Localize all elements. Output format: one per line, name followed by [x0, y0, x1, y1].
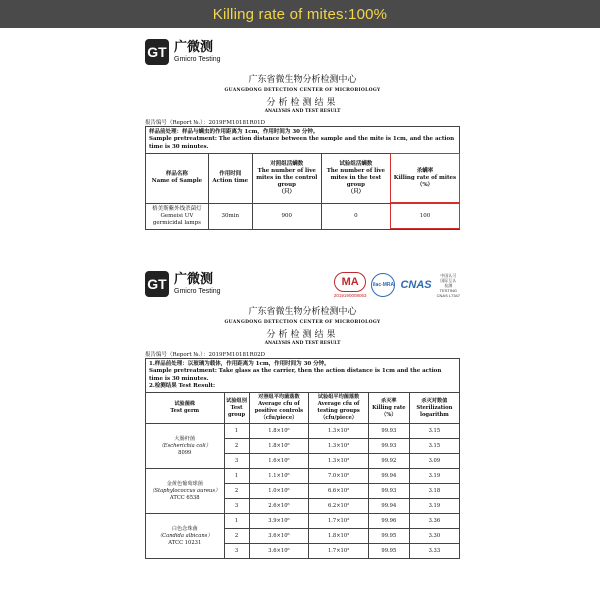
ilac-icon: ilac-MRA: [371, 273, 395, 297]
germ-name-cell: [146, 514, 225, 559]
cell-control: 3.6×10⁶: [249, 529, 309, 544]
header-killing-rate: 杀灭率 Killing rate （%）: [368, 393, 409, 424]
bacteria-result-table: [145, 392, 460, 559]
cell-group: 1: [224, 514, 249, 529]
cell-rate: 99.93: [368, 484, 409, 499]
center-title-cn: 广东省微生物分析检测中心: [248, 75, 357, 85]
cell-group: 2: [224, 529, 249, 544]
cell-log: 3.19: [409, 469, 459, 484]
cnas-icon: CNAS: [400, 279, 432, 291]
logo-cn: 广微测: [174, 39, 214, 55]
center-title-en: GUANGDONG DETECTION CENTER OF MICROBIOLOGY: [224, 320, 381, 325]
cell-rate: 99.94: [368, 469, 409, 484]
ma-icon: MA: [334, 272, 366, 292]
result-title-en: ANALYSIS AND TEST RESULT: [264, 341, 341, 346]
cell-log: 3.19: [409, 499, 459, 514]
cell-rate: 99.93: [368, 439, 409, 454]
table-header-row: [146, 393, 460, 424]
header-sterilization-log: 杀灭对数值 Sterilization logarithm: [409, 393, 459, 424]
accreditation-logos: [334, 272, 460, 298]
cell-group: 3: [224, 454, 249, 469]
table-row: [146, 514, 460, 529]
header-test-germ: 试验菌株 Test germ: [146, 393, 225, 424]
cell-log: 3.09: [409, 454, 459, 469]
table-row: [146, 424, 460, 439]
cma-badge: [334, 272, 367, 298]
cell-control: 1.8×10⁶: [249, 439, 309, 454]
table-row: [146, 203, 460, 229]
pretreatment-en: Sample pretreatment: Take glass as the carrier, then the action distance is 1cm and the action time is 30 minutes.: [149, 368, 442, 382]
report-1: [145, 36, 460, 241]
logo-en: Gmicro Testing: [174, 55, 221, 63]
germ-cn: 金黄色葡萄球菌: [166, 480, 203, 487]
cell-test: 6.6×10²: [309, 484, 369, 499]
pretreatment-note: [145, 358, 460, 392]
cell-group: 1: [224, 469, 249, 484]
germ-latin: （Staphylococcus aureus）: [149, 487, 221, 494]
header-action-time: 作用时间 Action time: [208, 153, 252, 203]
report-2: [145, 268, 460, 593]
logo-en: Gmicro Testing: [174, 287, 221, 295]
cell-control: 1.6×10⁶: [249, 454, 309, 469]
cell-test: 1.7×10³: [309, 514, 369, 529]
germ-cn: 白色念珠菌: [171, 525, 198, 532]
cell-rate: 99.96: [368, 514, 409, 529]
result-title-cn: 分析检测结果: [266, 98, 339, 108]
cell-log: 3.18: [409, 484, 459, 499]
report-number: 报告编号（Report №.）：2019FM10181R01D: [145, 120, 266, 126]
gt-logo-icon: GT: [145, 39, 169, 65]
mite-result-table: [145, 153, 460, 230]
header-test-cfu: 试验组平均菌落数 Average cfu of testing groups （cfu/piece）: [309, 393, 369, 424]
result-title-cn: 分析检测结果: [266, 330, 339, 340]
cell-control: 1.0×10⁶: [249, 484, 309, 499]
action-time-value: 30min: [208, 203, 252, 229]
center-title-cn: 广东省微生物分析检测中心: [248, 307, 357, 317]
cell-log: 3.15: [409, 439, 459, 454]
cell-test: 1.7×10³: [309, 544, 369, 559]
germ-code: ATCC 10231: [168, 539, 202, 546]
cell-group: 3: [224, 499, 249, 514]
top-banner: [0, 0, 600, 28]
pretreatment-note: [145, 126, 460, 153]
germ-latin: （Escherichia coli）: [158, 442, 211, 449]
result-section-title: 2.检测结果 Test Result:: [149, 383, 215, 389]
banner-text: Killing rate of mites:100%: [212, 5, 388, 23]
cell-control: 3.9×10⁶: [249, 514, 309, 529]
sample-name: 格美斯紫外线杀菌灯 Gemeisi UV germicidal lamps: [146, 203, 209, 229]
cell-log: 3.36: [409, 514, 459, 529]
cnas-text: 中国认可 国际互认 检测 TESTING CNAS L7347: [436, 272, 460, 298]
cell-rate: 99.92: [368, 454, 409, 469]
gt-logo-icon: GT: [145, 271, 169, 297]
pretreatment-cn: 1.样品前处理：以玻璃为载体，作用距离为 1cm，作用时间为 30 分钟。: [149, 360, 330, 367]
report-number: 报告编号（Report №.）：2019FM10181R02D: [145, 352, 266, 358]
center-title-en: GUANGDONG DETECTION CENTER OF MICROBIOLOGY: [224, 88, 381, 93]
germ-cn: 大肠杆菌: [174, 435, 196, 442]
logo-cn: 广微测: [174, 271, 214, 287]
cell-group: 2: [224, 484, 249, 499]
gmicro-logo: [145, 36, 460, 68]
cell-rate: 99.93: [368, 424, 409, 439]
ma-number: 2019190008063: [333, 293, 367, 298]
cell-control: 3.6×10⁶: [249, 544, 309, 559]
header-control-group: 对照组活螨数 The number of live mites in the control group （只）: [252, 153, 321, 203]
cell-control: 1.1×10⁶: [249, 469, 309, 484]
ilac-badge: [371, 273, 395, 297]
table-header-row: [146, 153, 460, 203]
cell-group: 2: [224, 439, 249, 454]
cell-log: 3.15: [409, 424, 459, 439]
cell-group: 3: [224, 544, 249, 559]
germ-code: 8099: [178, 449, 192, 456]
table-row: [146, 469, 460, 484]
cell-rate: 99.95: [368, 544, 409, 559]
pretreatment-cn: 样品前处理：样品与螨虫的作用距离为 1cm，作用时间为 30 分钟。: [149, 128, 319, 135]
header-sample: 样品名称 Name of Sample: [146, 153, 209, 203]
cell-test: 1.3×10³: [309, 454, 369, 469]
pretreatment-en: Sample pretreatment: The action distance between the sample and the mite is 1cm, and the action time is 30 minutes.: [149, 136, 455, 150]
test-value: 0: [321, 203, 390, 229]
cell-rate: 99.95: [368, 529, 409, 544]
control-value: 900: [252, 203, 321, 229]
cell-test: 1.3×10³: [309, 439, 369, 454]
germ-latin: （Candida albicans）: [156, 532, 213, 539]
cnas-badge: [400, 279, 431, 291]
cell-test: 1.8×10³: [309, 529, 369, 544]
result-title-en: ANALYSIS AND TEST RESULT: [264, 109, 341, 114]
germ-name-cell: [146, 469, 225, 514]
cell-test: 7.0×10²: [309, 469, 369, 484]
cell-log: 3.33: [409, 544, 459, 559]
cell-control: 1.8×10⁶: [249, 424, 309, 439]
header-control-cfu: 对照组平均菌落数 Average cfu of positive controls （cfu/piece）: [249, 393, 309, 424]
header-test-group: 试验组别 Test group: [224, 393, 249, 424]
cell-test: 6.2×10²: [309, 499, 369, 514]
cell-rate: 99.94: [368, 499, 409, 514]
cell-test: 1.3×10³: [309, 424, 369, 439]
germ-name-cell: [146, 424, 225, 469]
killing-rate-value: 100: [390, 203, 459, 229]
cell-group: 1: [224, 424, 249, 439]
header-test-group: 试验组活螨数 The number of live mites in the test group （只）: [321, 153, 390, 203]
header-killing-rate: 杀螨率 Killing rate of mites （%）: [390, 153, 459, 203]
cell-log: 3.30: [409, 529, 459, 544]
cell-control: 2.6×10⁶: [249, 499, 309, 514]
germ-code: ATCC 6538: [169, 494, 200, 501]
